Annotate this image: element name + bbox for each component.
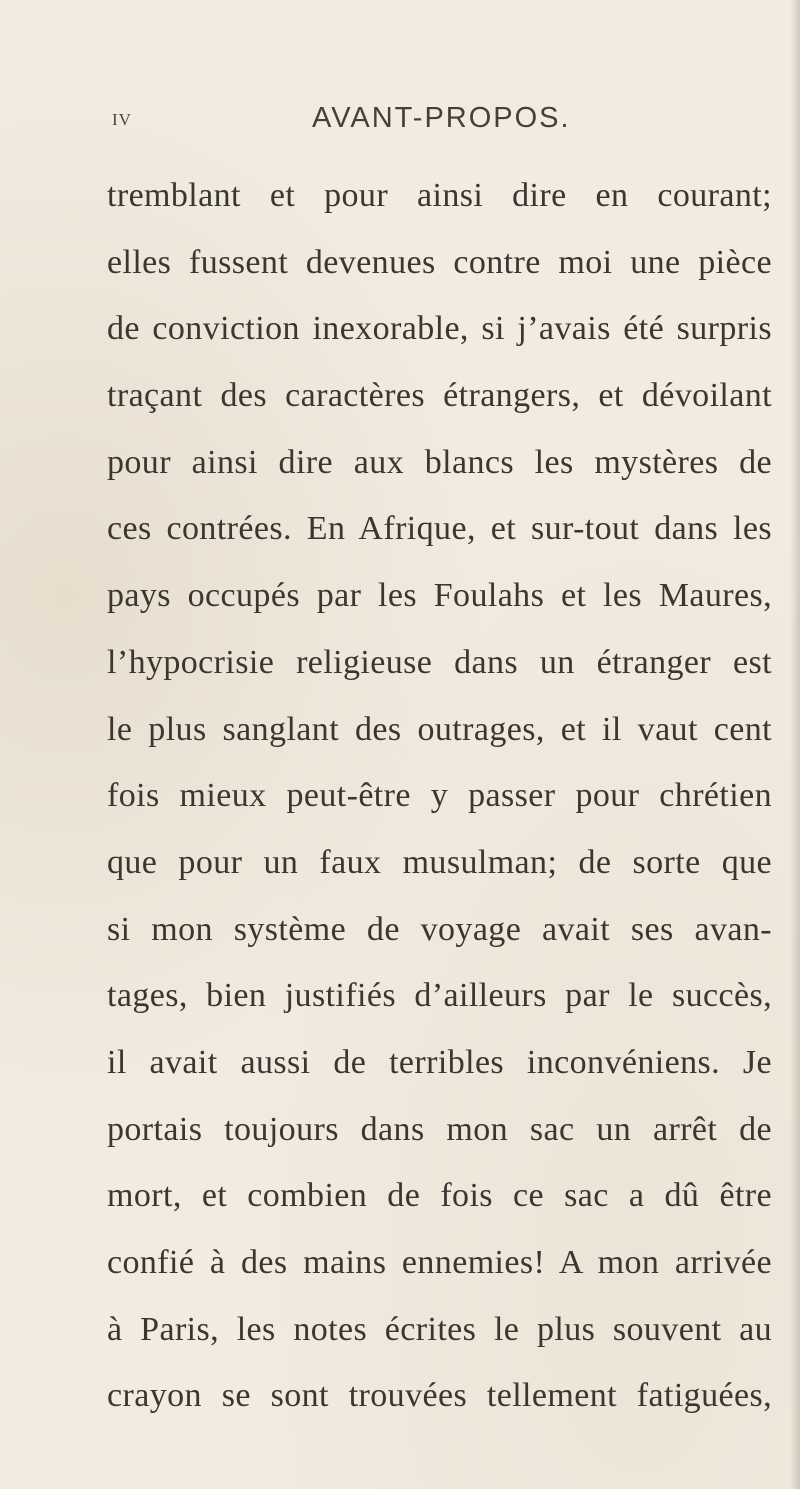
text-line: elles fussent devenues contre moi une pièce — [107, 243, 772, 281]
page-edge-shadow — [790, 0, 800, 1489]
text-line: que pour un faux musulman; de sorte que — [107, 843, 772, 881]
text-line: il avait aussi de terribles inconvéniens. Je — [107, 1043, 772, 1081]
text-line: si mon système de voyage avait ses avan- — [107, 910, 772, 948]
text-line: à Paris, les notes écrites le plus souvent au — [107, 1310, 772, 1348]
text-line: portais toujours dans mon sac un arrêt de — [107, 1110, 772, 1148]
text-line: le plus sanglant des outrages, et il vaut cent — [107, 710, 772, 748]
text-line: traçant des caractères étrangers, et dévoilant — [107, 377, 772, 415]
text-line: tremblant et pour ainsi dire en courant; — [107, 177, 772, 214]
text-line: crayon se sont trouvées tellement fatiguées, — [107, 1377, 772, 1415]
text-line: pays occupés par les Foulahs et les Maures, — [107, 577, 772, 615]
text-line: pour ainsi dire aux blancs les mystères de — [107, 443, 772, 481]
page-header — [112, 102, 692, 142]
text-line: ces contrées. En Afrique, et sur-tout dans les — [107, 510, 772, 548]
text-line: de conviction inexorable, si j’avais été surpris — [107, 310, 772, 348]
page-number: IV — [112, 110, 132, 129]
running-head: AVANT-PROPOS. — [312, 102, 571, 134]
text-line: tages, bien justifiés d’ailleurs par le succès, — [107, 977, 772, 1015]
body-text — [107, 163, 772, 1430]
text-line: l’hypocrisie religieuse dans un étranger est — [107, 643, 772, 681]
text-line: fois mieux peut-être y passer pour chrétien — [107, 777, 772, 815]
text-line: confié à des mains ennemies! A mon arrivée — [107, 1244, 772, 1281]
text-line: mort, et combien de fois ce sac a dû être — [107, 1177, 772, 1215]
